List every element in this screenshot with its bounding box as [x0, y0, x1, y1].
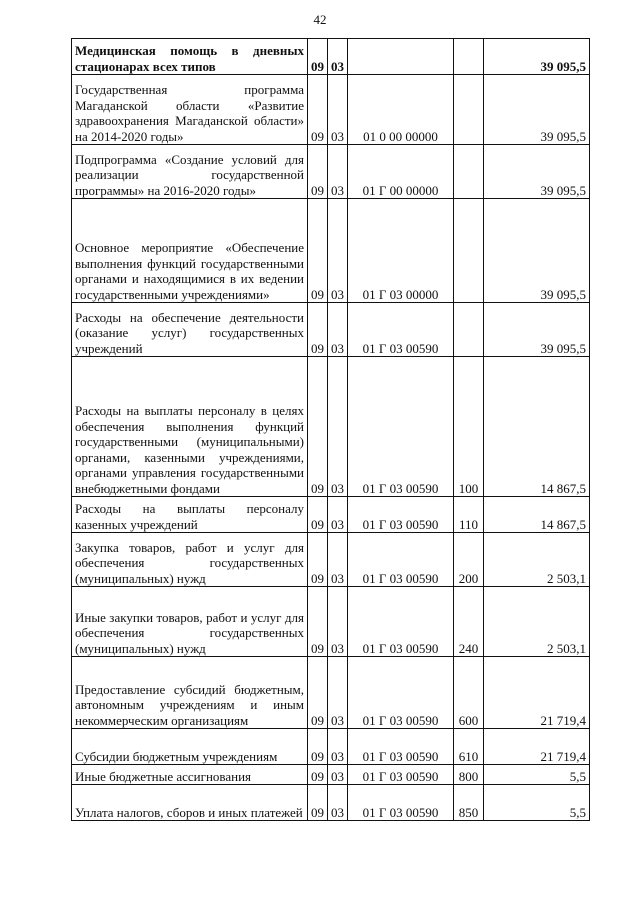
row-rz: 09: [308, 39, 328, 75]
row-rz: 09: [308, 533, 328, 587]
table-row: [72, 145, 590, 199]
row-sum: 21 719,4: [484, 729, 590, 765]
table-row: [72, 75, 590, 145]
row-sum: 21 719,4: [484, 657, 590, 729]
row-pr: 03: [328, 729, 348, 765]
row-name: Предоставление субсидий бюджетным, автономным учреждениям и иным некоммерческим организациям: [72, 657, 308, 729]
row-rz: 09: [308, 785, 328, 821]
row-rz: 09: [308, 497, 328, 533]
table-row: [72, 729, 590, 765]
row-csr: 01 Г 03 00590: [348, 765, 454, 785]
row-rz: 09: [308, 75, 328, 145]
row-sum: 2 503,1: [484, 533, 590, 587]
table-row: [72, 765, 590, 785]
row-name: Государственная программа Магаданской области «Развитие здравоохранения Магаданской области» на 2014-2020 годы»: [72, 75, 308, 145]
row-csr: 01 Г 03 00000: [348, 199, 454, 303]
row-csr: 01 Г 03 00590: [348, 587, 454, 657]
row-pr: 03: [328, 657, 348, 729]
row-vr: 610: [454, 729, 484, 765]
row-vr: [454, 39, 484, 75]
table-row: [72, 303, 590, 357]
row-sum: 39 095,5: [484, 303, 590, 357]
row-vr: 240: [454, 587, 484, 657]
row-pr: 03: [328, 303, 348, 357]
page-number: 42: [313, 12, 327, 27]
row-name: Расходы на выплаты персоналу казенных учреждений: [72, 497, 308, 533]
row-sum: 39 095,5: [484, 199, 590, 303]
row-csr: 01 Г 00 00000: [348, 145, 454, 199]
row-rz: 09: [308, 729, 328, 765]
row-vr: [454, 145, 484, 199]
table-row: [72, 199, 590, 303]
row-pr: 03: [328, 357, 348, 497]
row-sum: 5,5: [484, 765, 590, 785]
row-csr: 01 Г 03 00590: [348, 785, 454, 821]
table-row: [72, 587, 590, 657]
row-rz: 09: [308, 199, 328, 303]
budget-table: [71, 38, 590, 821]
row-vr: 600: [454, 657, 484, 729]
row-sum: 39 095,5: [484, 75, 590, 145]
row-vr: 800: [454, 765, 484, 785]
table-row: [72, 785, 590, 821]
row-vr: [454, 303, 484, 357]
row-csr: 01 0 00 00000: [348, 75, 454, 145]
row-csr: 01 Г 03 00590: [348, 497, 454, 533]
row-sum: 2 503,1: [484, 587, 590, 657]
row-pr: 03: [328, 39, 348, 75]
row-vr: 100: [454, 357, 484, 497]
row-name: Подпрограмма «Создание условий для реализации государственной программы» на 2016-2020 годы»: [72, 145, 308, 199]
row-sum: 39 095,5: [484, 145, 590, 199]
row-name: Иные бюджетные ассигнования: [72, 765, 308, 785]
row-pr: 03: [328, 75, 348, 145]
row-csr: 01 Г 03 00590: [348, 729, 454, 765]
row-name: Расходы на обеспечение деятельности (оказание услуг) государственных учреждений: [72, 303, 308, 357]
table-row: [72, 357, 590, 497]
row-sum: 14 867,5: [484, 497, 590, 533]
row-sum: 39 095,5: [484, 39, 590, 75]
row-name: Расходы на выплаты персоналу в целях обеспечения выполнения функций государственными (муниципальными) органами, казенными учреждениями, органами управления государственными внебюджетными фондами: [72, 357, 308, 497]
row-pr: 03: [328, 533, 348, 587]
table-row: [72, 39, 590, 75]
row-sum: 5,5: [484, 785, 590, 821]
row-csr: 01 Г 03 00590: [348, 303, 454, 357]
row-csr: 01 Г 03 00590: [348, 533, 454, 587]
row-name: Закупка товаров, работ и услуг для обеспечения государственных (муниципальных) нужд: [72, 533, 308, 587]
table-row: [72, 657, 590, 729]
row-rz: 09: [308, 765, 328, 785]
row-vr: 200: [454, 533, 484, 587]
row-pr: 03: [328, 497, 348, 533]
row-pr: 03: [328, 765, 348, 785]
row-vr: 850: [454, 785, 484, 821]
row-vr: [454, 75, 484, 145]
row-csr: 01 Г 03 00590: [348, 657, 454, 729]
row-name: Субсидии бюджетным учреждениям: [72, 729, 308, 765]
row-csr: 01 Г 03 00590: [348, 357, 454, 497]
row-name: Основное мероприятие «Обеспечение выполнения функций государственными органами и находящимися в их ведении государственными учреждениями»: [72, 199, 308, 303]
row-vr: 110: [454, 497, 484, 533]
row-name: Иные закупки товаров, работ и услуг для обеспечения государственных (муниципальных) нужд: [72, 587, 308, 657]
row-name: Медицинская помощь в дневных стационарах всех типов: [72, 39, 308, 75]
row-rz: 09: [308, 357, 328, 497]
table-row: [72, 533, 590, 587]
row-name: Уплата налогов, сборов и иных платежей: [72, 785, 308, 821]
row-rz: 09: [308, 145, 328, 199]
table-row: [72, 497, 590, 533]
row-sum: 14 867,5: [484, 357, 590, 497]
row-pr: 03: [328, 785, 348, 821]
row-pr: 03: [328, 199, 348, 303]
row-rz: 09: [308, 587, 328, 657]
row-rz: 09: [308, 303, 328, 357]
row-vr: [454, 199, 484, 303]
row-pr: 03: [328, 145, 348, 199]
row-rz: 09: [308, 657, 328, 729]
row-csr: [348, 39, 454, 75]
row-pr: 03: [328, 587, 348, 657]
